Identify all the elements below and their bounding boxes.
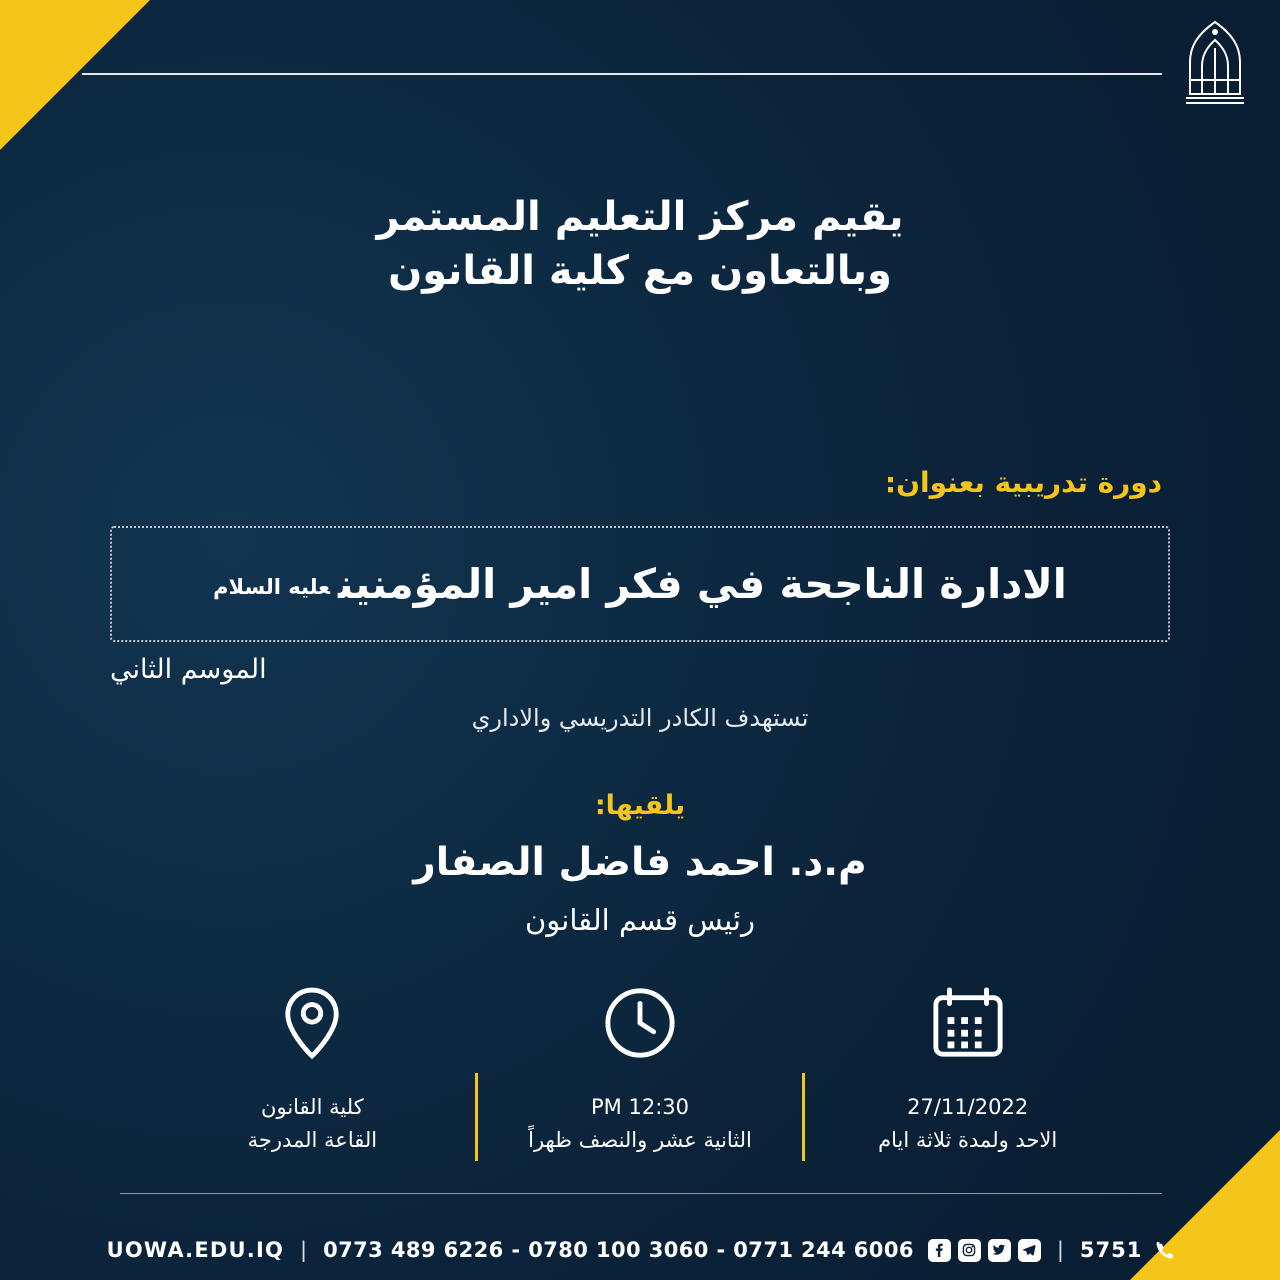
- time-text: [528, 1091, 752, 1156]
- calendar-icon: [930, 985, 1006, 1061]
- instagram-icon[interactable]: [958, 1239, 981, 1262]
- audience-label: تستهدف الكادر التدريسي والاداري: [471, 704, 809, 732]
- social-icons: [928, 1239, 1041, 1262]
- info-item-date: [805, 985, 1130, 1156]
- course-label: دورة تدريبية بعنوان:: [884, 466, 1162, 499]
- date-text: [878, 1091, 1057, 1156]
- date-line-1: 27/11/2022: [907, 1095, 1029, 1119]
- header-text: [0, 190, 1280, 298]
- top-divider-line: [82, 73, 1162, 75]
- location-line-2: القاعة المدرجة: [247, 1127, 378, 1152]
- contact-numbers: 0773 489 6226 - 0780 100 3060 - 0771 244 6006: [323, 1238, 914, 1262]
- time-line-1: 12:30 PM: [591, 1095, 690, 1119]
- footer-separator-2: |: [300, 1238, 308, 1262]
- info-row: [150, 985, 1130, 1161]
- footer-separator-1: |: [1056, 1238, 1064, 1262]
- website-url[interactable]: UOWA.EDU.IQ: [106, 1238, 285, 1262]
- short-number: 5751: [1079, 1238, 1143, 1262]
- phone-icon: [1156, 1242, 1173, 1259]
- info-item-time: [478, 985, 803, 1156]
- course-title: [213, 560, 1067, 608]
- header-line-1: يقيم مركز التعليم المستمر: [376, 194, 904, 240]
- presenter-role: رئيس قسم القانون: [524, 903, 756, 937]
- presenter-label: يلقيها:: [594, 790, 686, 821]
- location-pin-icon: [281, 985, 343, 1061]
- date-line-2: الاحد ولمدة ثلاثة ايام: [878, 1127, 1058, 1152]
- bottom-divider-line: [120, 1193, 1162, 1194]
- clock-icon: [603, 985, 677, 1061]
- facebook-icon[interactable]: [928, 1239, 951, 1262]
- university-crest-logo: [1178, 18, 1252, 108]
- header-line-2: وبالتعاون مع كلية القانون: [388, 248, 892, 294]
- course-title-honorific: عليه السلام: [213, 575, 330, 599]
- twitter-icon[interactable]: [988, 1239, 1011, 1262]
- top-left-corner-accent: [0, 0, 150, 150]
- footer-contact-bar: [0, 1238, 1280, 1262]
- course-title-text: الادارة الناجحة في فكر امير المؤمنين: [338, 560, 1067, 608]
- telegram-icon[interactable]: [1018, 1239, 1041, 1262]
- season-label: الموسم الثاني: [110, 654, 267, 685]
- course-title-frame: [110, 526, 1170, 642]
- presenter-name: م.د. احمد فاضل الصفار: [413, 840, 867, 885]
- time-line-2: الثانية عشر والنصف ظهراً: [528, 1127, 752, 1152]
- location-line-1: كلية القانون: [261, 1095, 364, 1119]
- location-text: [248, 1091, 378, 1156]
- info-item-location: [150, 985, 475, 1156]
